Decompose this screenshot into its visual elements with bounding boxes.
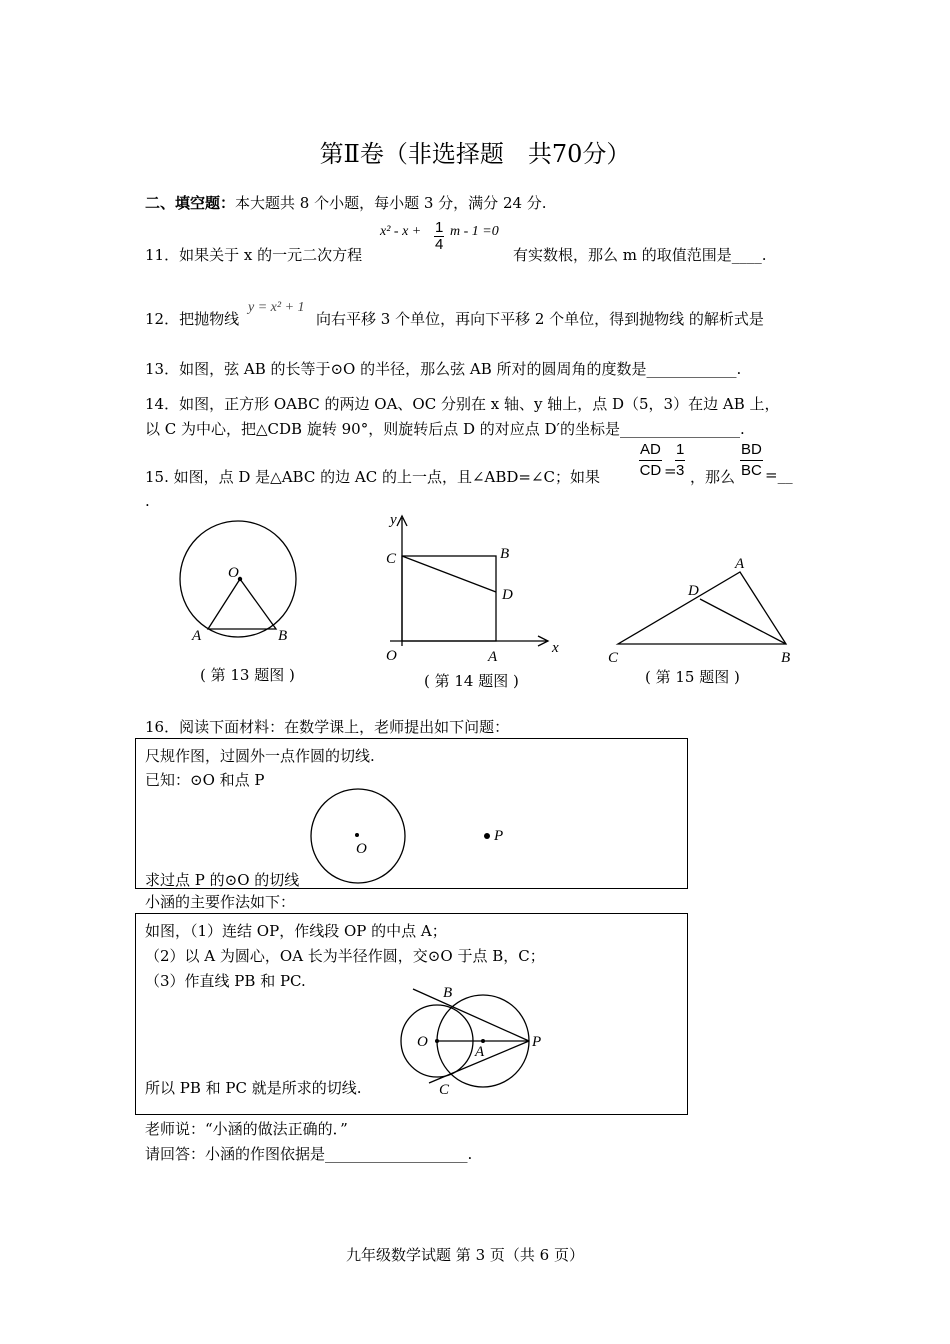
fig15-segment-bd	[700, 599, 786, 644]
q11-prefix: 11．如果关于 x 的一元二次方程	[145, 246, 363, 264]
q15-frac-1-3	[675, 440, 685, 481]
caption-13: ( 第 13 题图 )	[200, 666, 295, 684]
q15-frac1-den: CD	[639, 462, 662, 479]
q11-frac-den: 4	[435, 236, 444, 253]
fig14-label-a: A	[488, 649, 498, 665]
q11-fraction	[434, 220, 444, 253]
q16-box2-figure	[391, 984, 561, 1099]
page-footer: 九年级数学试题 第 3 页（共 6 页）	[346, 1246, 584, 1264]
q15-frac-ad-cd	[639, 440, 662, 481]
q16-box2-line4: 所以 PB 和 PC 就是所求的切线.	[145, 1079, 362, 1097]
q16-dot-o	[435, 1039, 439, 1043]
q16-label-o: O	[356, 841, 367, 857]
fig15-label-b: B	[781, 650, 791, 666]
fig13-label-o: O	[228, 565, 239, 581]
fig13-label-b: B	[278, 628, 288, 644]
q15-suffix: =__	[765, 466, 793, 484]
q16-fig-label-o: O	[417, 1034, 428, 1050]
q15-frac1-num: AD	[639, 440, 662, 461]
q16-box1-figure	[306, 787, 526, 887]
q14-line1: 14．如图，正方形 OABC 的两边 OA、OC 分别在 x 轴、y 轴上，点 D（5，3）在边 AB 上，	[145, 395, 780, 413]
fig15-label-c: C	[608, 650, 619, 666]
fig14-label-b: B	[500, 546, 510, 562]
fig15-label-a: A	[735, 556, 745, 572]
fig15-triangle	[618, 572, 786, 644]
q16-point-p	[484, 833, 490, 839]
q16-box1-line3: 求过点 P 的⊙O 的切线	[145, 871, 300, 889]
q15-eq: =	[664, 462, 677, 480]
q15-frac2-den: 3	[676, 462, 685, 479]
q16-fig-label-b: B	[443, 985, 453, 1001]
figure-13	[170, 515, 310, 650]
q16-problem-box	[135, 738, 688, 889]
q16-box2-line1: 如图，（1）连结 OP，作线段 OP 的中点 A；	[145, 922, 447, 940]
figure-14	[380, 508, 570, 668]
q16-intro: 16．阅读下面材料：在数学课上，老师提出如下问题：	[145, 718, 510, 736]
q16-label-p: P	[494, 828, 504, 844]
fig14-segment-cd	[402, 556, 496, 592]
section-label: 二、填空题：	[145, 194, 236, 212]
section-desc: 本大题共 8 个小题，每小题 3 分，满分 24 分.	[235, 194, 547, 212]
q15-frac-bd-bc	[740, 440, 763, 481]
q16-box2-line3: （3）作直线 PB 和 PC.	[145, 972, 306, 990]
q16-ask: 请回答：小涵的作图依据是___________________.	[145, 1145, 473, 1163]
fig13-triangle	[208, 579, 276, 629]
q16-fig-label-c: C	[439, 1082, 450, 1098]
q16-teacher: 老师说：“小涵的做法正确的．”	[145, 1120, 348, 1138]
q16-box2-line2: （2）以 A 为圆心，OA 长为半径作圆，交⊙O 于点 B，C；	[145, 947, 545, 965]
q15-frac3-num: BD	[740, 440, 763, 461]
fig14-label-o: O	[386, 648, 397, 664]
q16-point-o	[355, 833, 359, 837]
fig14-square	[402, 556, 496, 641]
q16-fig-label-p: P	[532, 1034, 542, 1050]
q11-suffix: 有实数根，那么 m 的取值范围是____.	[513, 246, 767, 264]
fig13-label-a: A	[192, 628, 202, 644]
q12-prefix: 12．把抛物线	[145, 310, 240, 328]
fig15-label-d: D	[688, 583, 699, 599]
q15-frac2-num: 1	[675, 440, 685, 461]
fig14-label-x: x	[552, 640, 559, 656]
caption-14: ( 第 14 题图 )	[424, 672, 519, 690]
q13-text: 13．如图，弦 AB 的长等于⊙O 的半径，那么弦 AB 所对的圆周角的度数是____________.	[145, 360, 742, 378]
q16-method-intro: 小涵的主要作法如下：	[145, 893, 296, 911]
q12-suffix: 向右平移 3 个单位，再向下平移 2 个单位，得到抛物线 的解析式是	[316, 310, 764, 328]
caption-15: ( 第 15 题图 )	[645, 668, 740, 686]
q11-frac-num: 1	[435, 219, 444, 236]
q16-method-box	[135, 913, 688, 1115]
q15-cont: .	[145, 492, 150, 510]
q11-eq-right: m - 1 =0	[450, 224, 499, 239]
q15-mid: ，那么	[690, 468, 736, 486]
q15-prefix: 15. 如图，点 D 是△ABC 的边 AC 的上一点，且∠ABD=∠C；如果	[145, 468, 601, 486]
fig14-label-c: C	[386, 551, 397, 567]
q16-box1-line1: 尺规作图，过圆外一点作圆的切线.	[145, 747, 375, 765]
q11-eq-left: x² - x +	[380, 224, 422, 239]
q14-line2: 以 C 为中心，把△CDB 旋转 90°，则旋转后点 D 的对应点 D′的坐标是________________.	[145, 420, 745, 438]
q15-frac3-den: BC	[741, 462, 762, 479]
page-title: 第Ⅱ卷（非选择题 共70分）	[319, 140, 631, 168]
fig14-label-d: D	[502, 587, 513, 603]
figure-15	[600, 552, 800, 667]
q12-eq: y = x² + 1	[248, 300, 305, 315]
q16-fig-label-a: A	[475, 1044, 485, 1060]
fig14-label-y: y	[390, 512, 397, 528]
q16-box1-line2: 已知：⊙O 和点 P	[145, 771, 265, 789]
section-heading	[145, 192, 547, 213]
q16-dot-a	[481, 1039, 485, 1043]
